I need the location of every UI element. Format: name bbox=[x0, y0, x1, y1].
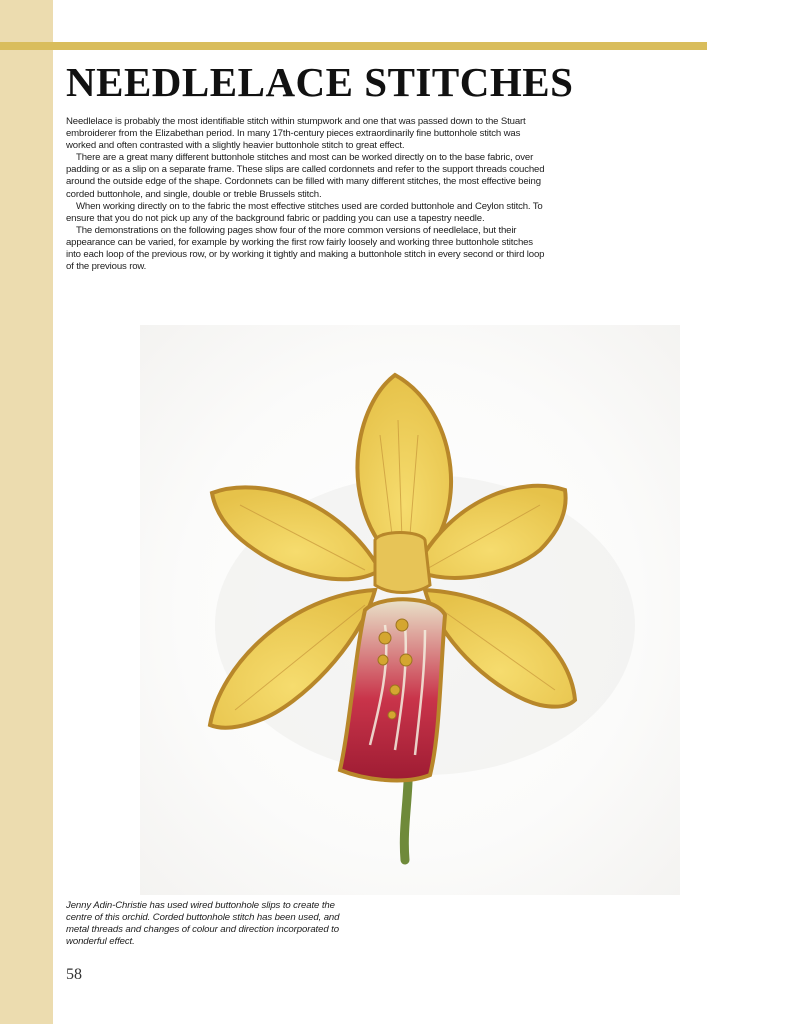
paragraph-2: There are a great many different buttonhole stitches and most can be worked directly on to the base fabric, over padding or as a slip on a separate frame. These slips are called cordonnets and refer to the support threads couched around the outside edge of the shape. Cordonnets can be filled with many different stitches, the most effective being corded buttonhole, and single, double or treble Brussels stitch. bbox=[66, 152, 545, 200]
photo-caption bbox=[66, 900, 341, 948]
orchid-illustration bbox=[140, 325, 680, 895]
caption-text: Jenny Adin-Christie has used wired buttonhole slips to create the centre of this orchid. Corded buttonhole stitch has been used, and metal threads and changes of colour and direction incorporated to wonderful effect. bbox=[66, 900, 340, 948]
paragraph-1: Needlelace is probably the most identifiable stitch within stumpwork and one that was passed down to the Stuart embroiderer from the Elizabethan period. In many 17th-century pieces extraordinarily fine buttonhole stitch was worked and often contrasted with a slightly heavier buttonhole stitch to great effect. bbox=[66, 116, 526, 152]
page-title: NEEDLELACE STITCHES bbox=[66, 59, 574, 105]
top-rule bbox=[0, 42, 707, 50]
page-number: 58 bbox=[66, 966, 82, 983]
orchid-photo bbox=[140, 325, 680, 895]
paragraph-3: When working directly on to the fabric the most effective stitches used are corded buttonhole and Ceylon stitch. To ensure that you do not pick up any of the background fabric or padding you can use a tapestry needle. bbox=[66, 200, 543, 224]
paragraph-4: The demonstrations on the following pages show four of the more common versions of needlelace, but their appearance can be varied, for example by working the first row fairly loosely and working three buttonhole stitches into each loop of the previous row, or by working it tightly and making a buttonhole stitch in every second or third loop of the previous row. bbox=[66, 224, 545, 273]
side-band bbox=[0, 0, 53, 1024]
body-text bbox=[66, 116, 546, 273]
orchid-column bbox=[375, 533, 430, 593]
